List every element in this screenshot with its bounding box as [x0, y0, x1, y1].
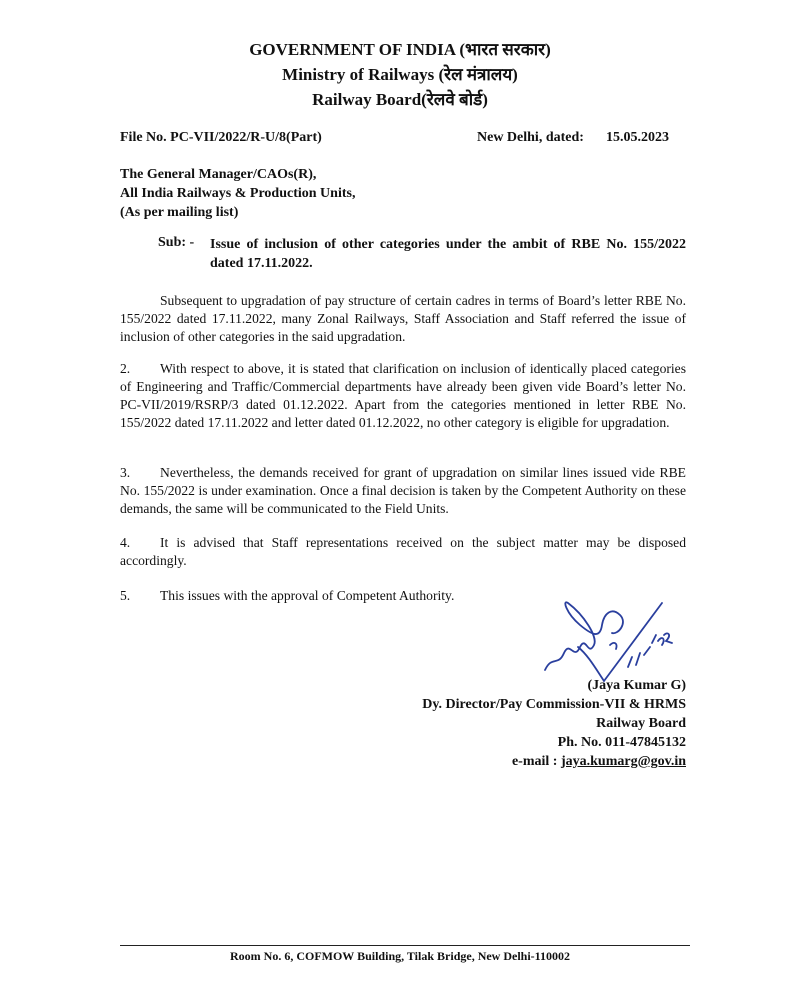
addressee-line: The General Manager/CAOs(R),	[120, 167, 317, 182]
signatory-name: (Jaya Kumar G)	[587, 678, 686, 693]
paragraph-4	[120, 534, 686, 570]
paragraph-text: This issues with the approval of Competent Authority.	[160, 588, 455, 603]
signature-block	[422, 676, 686, 771]
addressee-line: (As per mailing list)	[120, 205, 239, 220]
header-ministry: Ministry of Railways (रेल मंत्रालय)	[282, 65, 518, 84]
paragraph-2	[120, 360, 686, 432]
email-label: e-mail :	[511, 754, 558, 769]
signatory-designation: Dy. Director/Pay Commission-VII & HRMS	[422, 697, 686, 712]
header-government: GOVERNMENT OF INDIA (भारत सरकार)	[249, 40, 551, 59]
footer-address: Room No. 6, COFMOW Building, Tilak Bridge, New Delhi-110002	[229, 949, 571, 963]
letter-date: 15.05.2023	[606, 130, 669, 145]
subject-text: Issue of inclusion of other categories under the ambit of RBE No. 155/2022 dated 17.11.2022.	[210, 237, 686, 271]
signatory-email-row	[422, 752, 686, 771]
signatory-phone: Ph. No. 011-47845132	[557, 735, 686, 750]
paragraph-number: 3.	[120, 465, 131, 480]
paragraph-number: 2.	[120, 361, 131, 376]
signatory-office: Railway Board	[596, 716, 686, 731]
paragraph-text: It is advised that Staff representations received on the subject matter may be disposed accordingly.	[120, 535, 686, 568]
subject-label: Sub: -	[158, 235, 195, 250]
paragraph-number: 5.	[120, 588, 131, 603]
place-date-label: New Delhi, dated:	[477, 130, 584, 145]
addressee	[120, 165, 355, 222]
paragraph-text: Nevertheless, the demands received for grant of upgradation on similar lines issued vide RBE No. 155/2022 is under examination. Once a final decision is taken by the Competent Authority on these demands, the same will be communicated to the Field Units.	[120, 465, 686, 516]
footer-divider	[120, 945, 690, 946]
email-link[interactable]: jaya.kumarg@gov.in	[560, 754, 686, 769]
paragraph-3	[120, 464, 686, 518]
paragraph-number: 4.	[120, 535, 131, 550]
paragraph-1: Subsequent to upgradation of pay structure of certain cadres in terms of Board’s letter RBE No. 155/2022 dated 17.11.2022, many Zonal Railways, Staff Association and Staff referred the issue of inclusion of other categories in the said upgradation.	[120, 293, 686, 344]
paragraph-text: With respect to above, it is stated that clarification on inclusion of identically placed categories of Engineering and Traffic/Commercial departments have already been given vide Board’s letter No. PC-VII/2019/RSRP/3 dated 01.12.2022. Apart from the categories mentioned in letter RBE No. 155/2022 dated 17.11.2022 and letter dated 01.12.2022, no other category is eligible for upgradation.	[120, 361, 686, 430]
header-board: Railway Board(रेलवे बोर्ड)	[312, 90, 488, 109]
file-number: File No. PC-VII/2022/R-U/8(Part)	[120, 130, 322, 145]
addressee-line: All India Railways & Production Units,	[120, 186, 356, 201]
